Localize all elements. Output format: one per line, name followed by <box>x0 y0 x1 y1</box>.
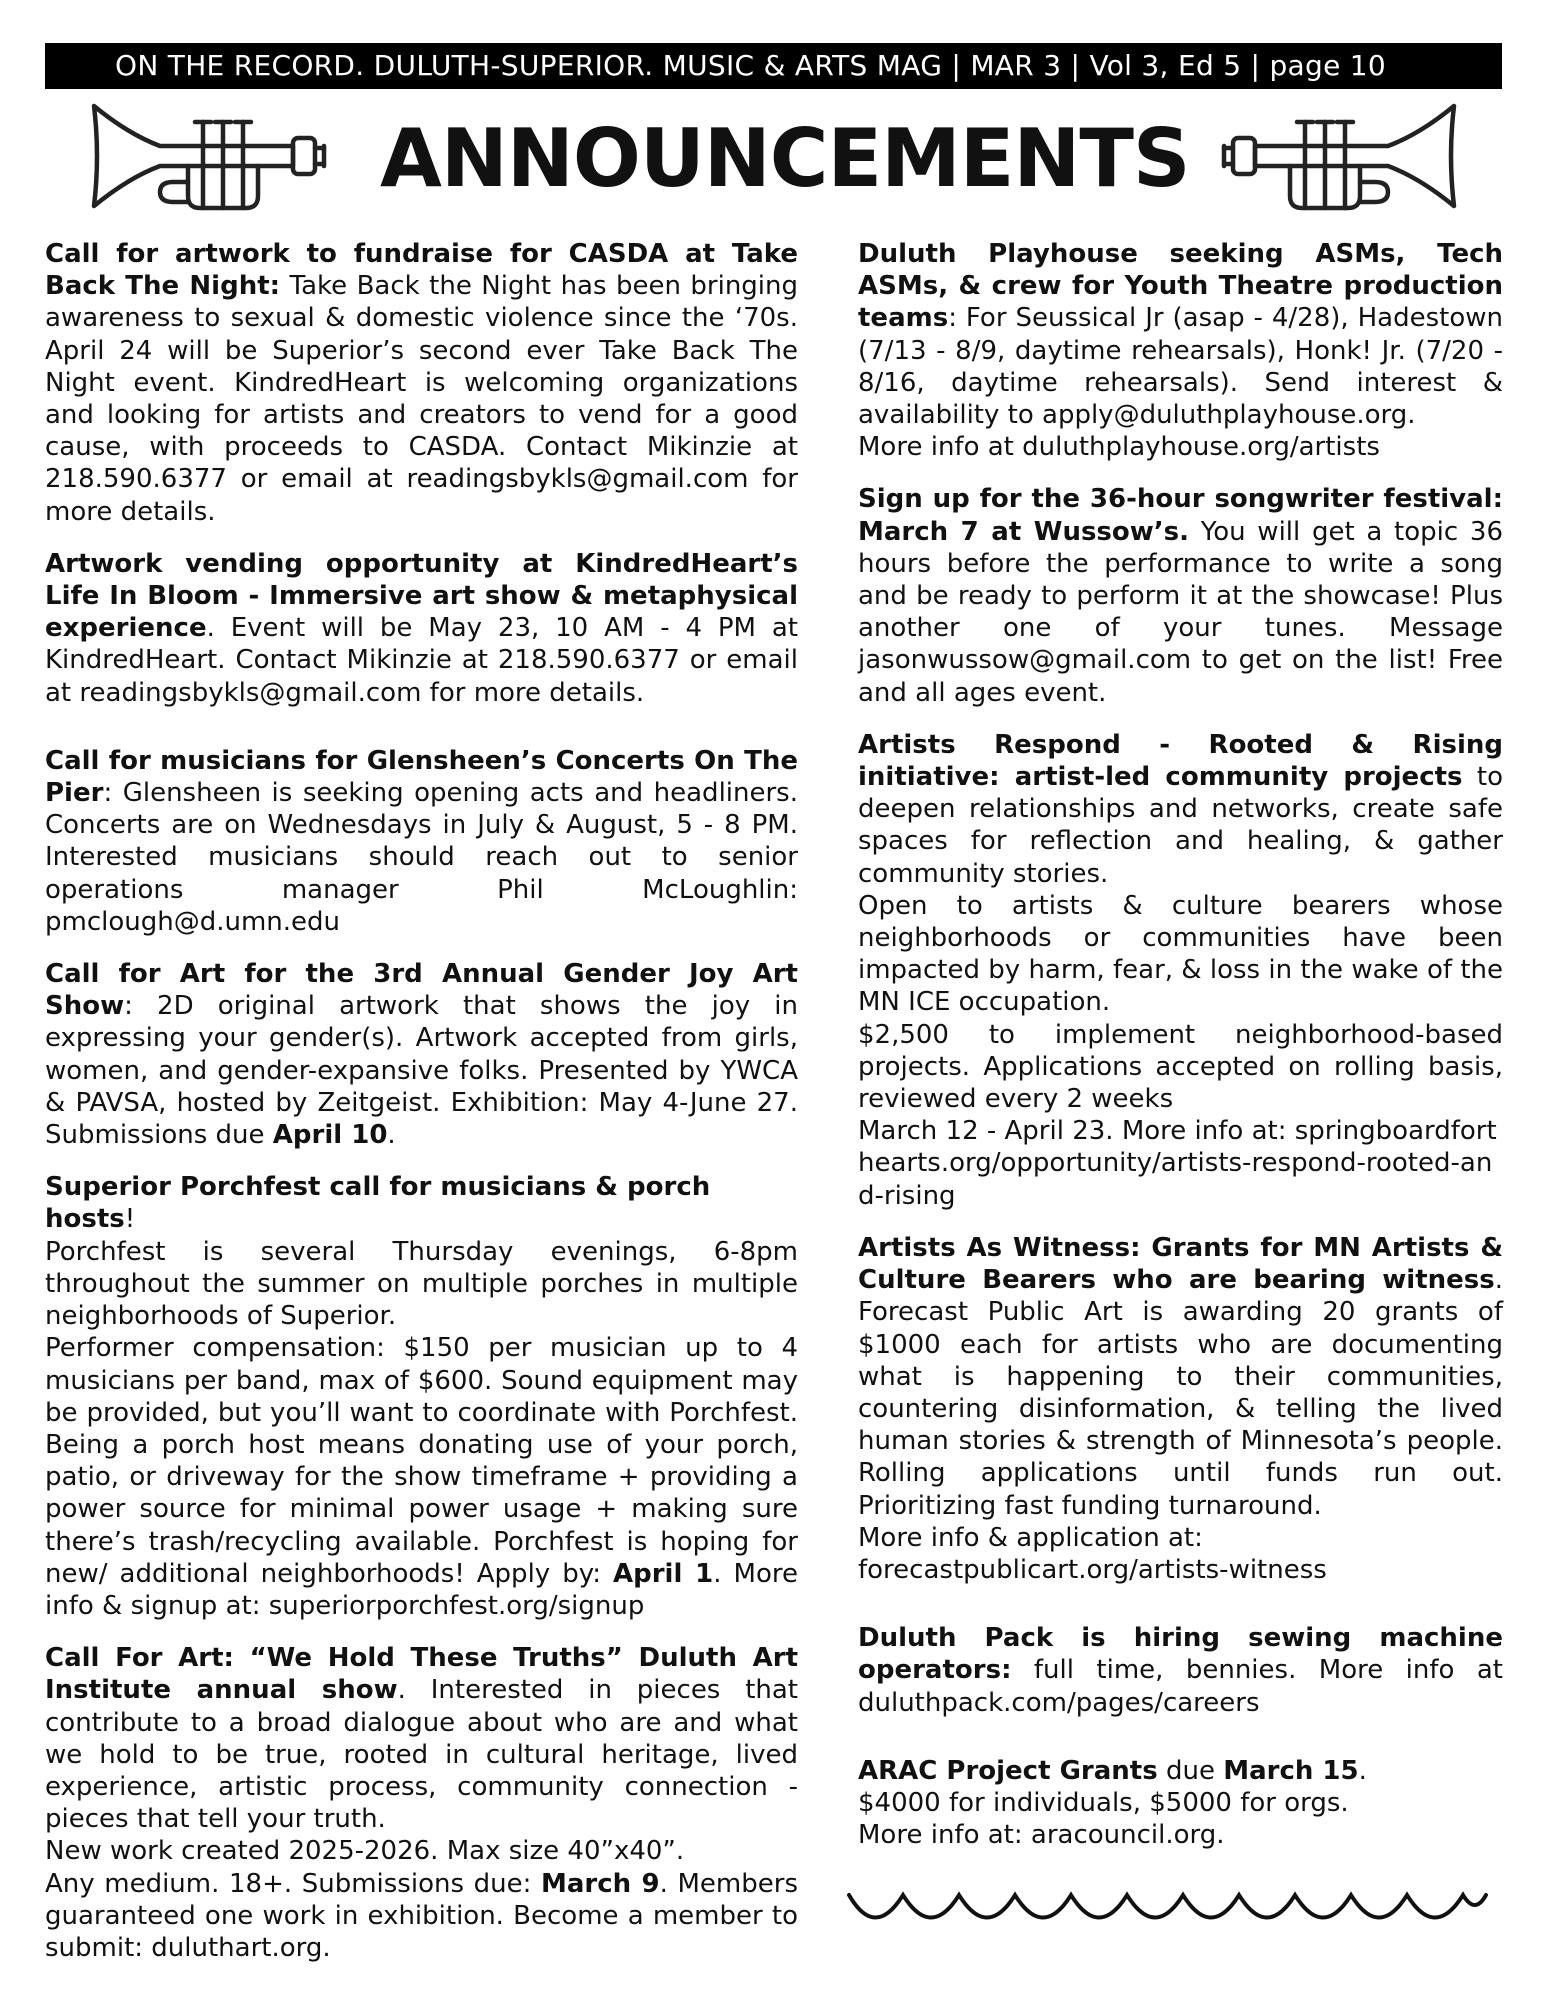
announcement-body: to deepen relationships and networks, create safe spaces for reflection and healing, & gather community stories. <box>858 762 1503 889</box>
due-date: March 15 <box>1223 1755 1359 1786</box>
announcement-heading: Call for musicians for Glensheen’s Concerts On The Pier <box>45 745 798 809</box>
left-column <box>45 238 798 1984</box>
announcement-body: Open to artists & culture bearers whose neighborhoods or communities have been impacted by harm, fear, & loss in the wake of the MN ICE occupation. <box>858 890 1503 1018</box>
announcement-body: : For Seussical Jr (asap - 4/28), Hadestown (7/13 - 8/9, daytime rehearsals), Honk! Jr. (7/20 - 8/16, daytime rehearsals). Send interest & availability to apply@duluthplayhouse.org. <box>858 303 1503 431</box>
announcement-porchfest <box>45 1171 798 1622</box>
right-column <box>858 238 1503 1871</box>
announcement-body: More info & application at: forecastpublicart.org/artists-witness <box>858 1522 1327 1585</box>
announcement-body: ! <box>124 1204 136 1235</box>
announcement-heading: Call for artwork to fundraise for CASDA at Take Back The Night: <box>45 239 798 302</box>
announcement-body: You will get a topic 36 hours before the performance to write a song and be ready to perform it at the showcase! Plus another one of your tunes. Message jasonwussow@gmail.com to get on the list! Free and all ages event. <box>858 516 1503 708</box>
announcement-body: Any medium. 18+. Submissions due: <box>45 1868 541 1899</box>
announcement-heading: Sign up for the 36-hour songwriter festival: March 7 at Wussow’s. <box>858 484 1503 547</box>
announcement-heading: ARAC Project Grants <box>858 1755 1158 1786</box>
header-banner: ON THE RECORD. DULUTH-SUPERIOR. MUSIC & ARTS MAG | MAR 3 | Vol 3, Ed 5 | page 10 <box>45 43 1502 89</box>
announcement-body: . Event will be May 23, 10 AM - 4 PM at KindredHeart. Contact Mikinzie at 218.590.6377 or email at readingsbykls@gmail.com for more details. <box>45 613 798 708</box>
announcement-body: . More info & signup at: superiorporchfest.org/signup <box>45 1558 799 1621</box>
announcement-glensheen <box>45 745 798 938</box>
scallop-divider <box>845 1885 1490 1945</box>
announcement-body: More info at: aracouncil.org. <box>858 1820 1225 1851</box>
announcement-heading: Call For Art: “We Hold These Truths” Duluth Art Institute annual show <box>45 1643 798 1706</box>
announcement-body: $2,500 to implement neighborhood-based projects. Applications accepted on rolling basis, reviewed every 2 weeks <box>858 1019 1503 1115</box>
announcement-body: New work created 2025-2026. Max size 40”x40”. <box>45 1836 685 1867</box>
announcement-arac-grants <box>858 1755 1503 1852</box>
trumpet-icon <box>1220 96 1460 216</box>
announcement-body: due <box>1157 1755 1224 1786</box>
announcement-body: Performer compensation: $150 per musician up to 4 musicians per band, max of $600. Sound equipment may be provided, but you’ll want to coordinate with Porchfest. Being a porch host means donating use of your porch, patio, or driveway for the show timeframe + providing a power source for minimal power usage + making sure there’s trash/recycling available. Porchfest is hoping for new/ additional neighborhoods! Apply by: <box>45 1333 798 1589</box>
announcement-songwriter-festival <box>858 483 1503 708</box>
announcement-body: . Forecast Public Art is awarding 20 grants of $1000 each for artists who are documenting what is happening to their communities, countering disinformation, & telling the lived human stories & strength of Minnesota’s people. Rolling applications until funds run out. Prioritizing fast funding turnaround. <box>858 1265 1503 1521</box>
page-title: ANNOUNCEMENTS <box>380 112 1190 205</box>
announcement-body: Porchfest is several Thursday evenings, 6-8pm throughout the summer on multiple porches in multiple neighborhoods of Superior. <box>45 1236 798 1332</box>
announcement-heading: Duluth Pack is hiring sewing machine operators: <box>858 1623 1503 1686</box>
announcement-heading: Superior Porchfest call for musicians & porch hosts <box>45 1172 711 1235</box>
announcement-body: full time, bennies. More info at duluthpack.com/pages/careers <box>858 1655 1503 1718</box>
trumpet-icon <box>88 96 328 216</box>
announcement-body: . Members guaranteed one work in exhibition. Become a member to submit: duluthart.org. <box>45 1868 798 1963</box>
announcement-body: . <box>1358 1755 1367 1786</box>
announcement-body: . Interested in pieces that contribute to a broad dialogue about who are and what we hold to be true, rooted in cultural heritage, lived experience, artistic process, community connection - pieces that tell your truth. <box>45 1675 798 1835</box>
announcement-heading: Artwork vending opportunity at KindredHeart’s Life In Bloom - Immersive art show & metaphysical experience <box>45 548 798 644</box>
announcement-heading: Call for Art for the 3rd Annual Gender Joy Art Show <box>45 959 798 1022</box>
announcement-body: . <box>387 1120 396 1151</box>
due-date: April 1 <box>612 1558 714 1589</box>
announcement-life-in-bloom <box>45 548 798 709</box>
announcement-body: $4000 for individuals, $5000 for orgs. <box>858 1787 1349 1818</box>
due-date: April 10 <box>272 1120 388 1151</box>
announcement-duluth-pack <box>858 1622 1503 1719</box>
announcement-heading: Artists Respond - Rooted & Rising initiative: artist-led community projects <box>858 729 1503 793</box>
announcement-artists-respond <box>858 729 1503 1212</box>
announcement-gender-joy <box>45 958 798 1151</box>
due-date: March 9 <box>540 1868 660 1899</box>
announcement-heading: Artists As Witness: Grants for MN Artists & Culture Bearers who are bearing witness <box>858 1232 1503 1296</box>
announcement-body: March 12 - April 23. More info at: springboardforthearts.org/opportunity/artists-respond-rooted-and-rising <box>858 1116 1497 1211</box>
announcement-duluth-playhouse <box>858 238 1503 463</box>
announcement-heading: Duluth Playhouse seeking ASMs, Tech ASMs, & crew for Youth Theatre production teams <box>858 239 1503 334</box>
announcement-body: More info at duluthplayhouse.org/artists <box>858 432 1380 463</box>
announcement-body: : Glensheen is seeking opening acts and headliners. Concerts are on Wednesdays in July & August, 5 - 8 PM. Interested musicians should reach out to senior operations manager Phil McLoughlin: pmclough@d.umn.edu <box>45 778 798 937</box>
announcement-body: Take Back the Night has been bringing awareness to sexual & domestic violence since the ‘70s. April 24 will be Superior’s second ever Take Back The Night event. KindredHeart is welcoming organizations and looking for artists and creators to vend for a good cause, with proceeds to CASDA. Contact Mikinzie at 218.590.6377 or email at readingsbykls@gmail.com for more details. <box>45 271 799 527</box>
announcement-casda <box>45 238 798 528</box>
announcement-artists-as-witness <box>858 1232 1503 1586</box>
announcement-duluth-art-institute <box>45 1642 798 1964</box>
announcement-body: : 2D original artwork that shows the joy in expressing your gender(s). Artwork accepted from girls, women, and gender-expansive folks. Presented by YWCA & PAVSA, hosted by Zeitgeist. Exhibition: May 4-June 27. Submissions due <box>45 991 798 1151</box>
